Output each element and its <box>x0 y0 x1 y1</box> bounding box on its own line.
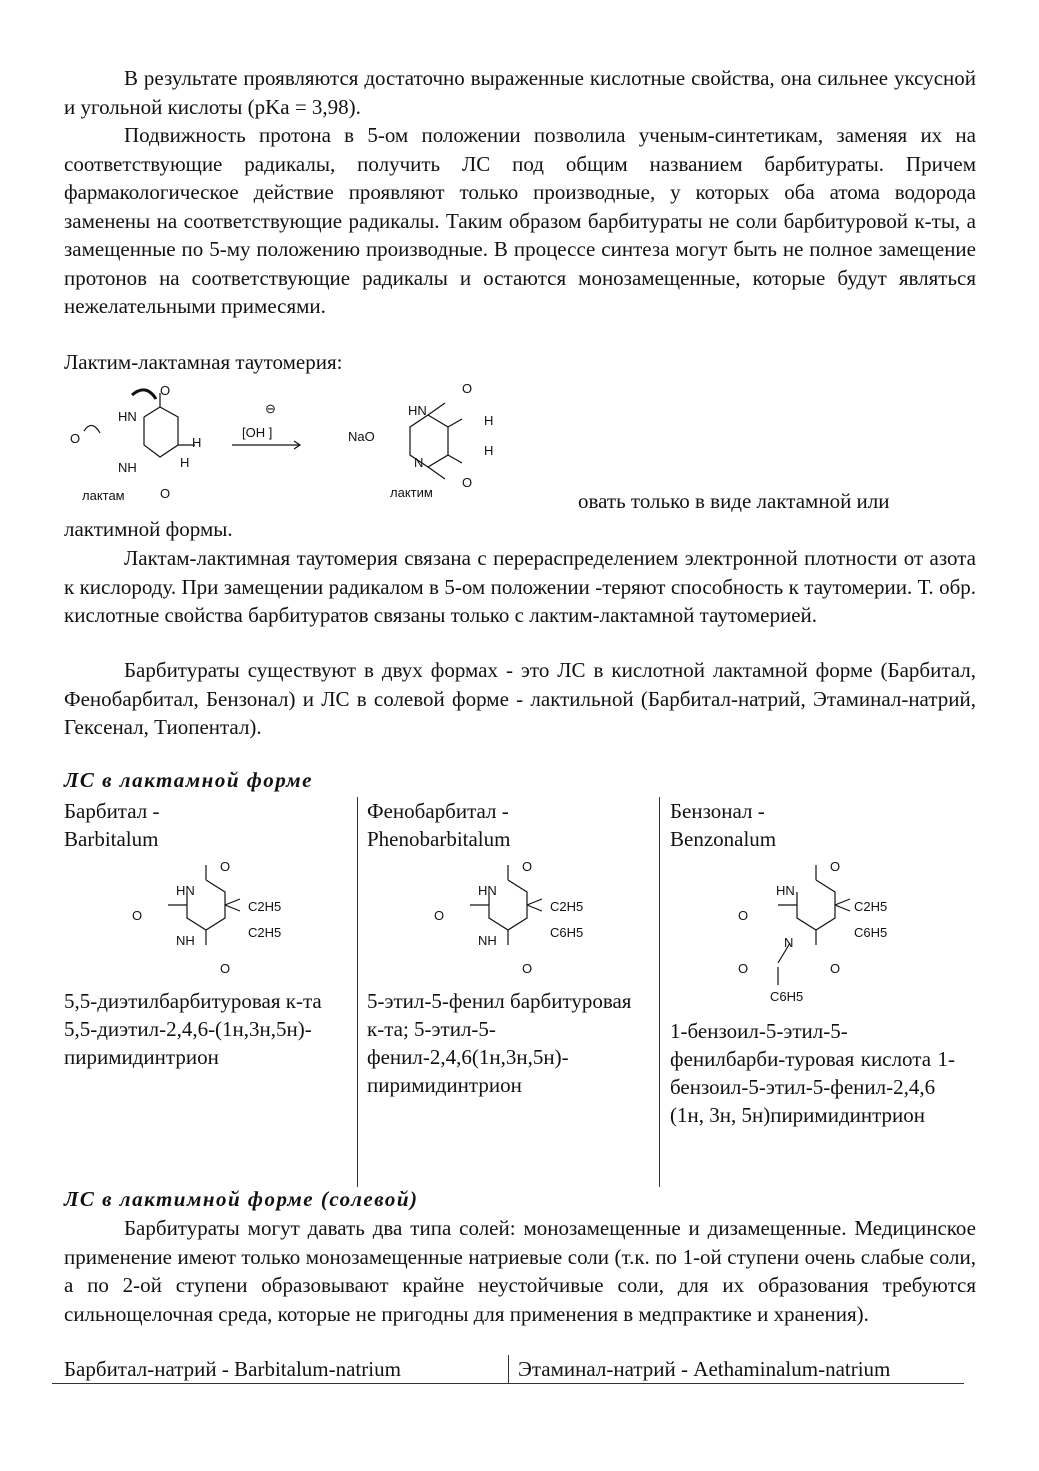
barbital-title <box>64 797 349 853</box>
phenobarbital-o2: O <box>434 908 445 923</box>
benzonal-latin: Benzonalum <box>670 827 777 851</box>
benzonal-title <box>670 797 960 853</box>
lactim-h1: H <box>484 413 494 428</box>
barbital-latin: Barbitalum <box>64 827 159 851</box>
barbital-name: Барбитал - <box>64 799 160 823</box>
phenobarbital-description: 5-этил-5-фенил барбитуровая к-та; 5-этил-5-фенил-2,4,6(1н,3н,5н)-пиримидинтрион <box>367 989 632 1097</box>
barbital-structure <box>120 855 320 975</box>
benzonal-o1: O <box>830 859 841 874</box>
benzonal-r2: C6H5 <box>854 925 888 940</box>
benzonal-o2: O <box>738 908 749 923</box>
phenobarbital-structure <box>422 855 622 975</box>
benzonal-o4: O <box>738 961 749 976</box>
heading-lactim-form: ЛС в лактимной форме (солевой) <box>64 1187 419 1211</box>
lactam-nh: NH <box>118 460 137 475</box>
phenobarbital-title <box>367 797 652 853</box>
phenobarbital-o1: O <box>522 859 533 874</box>
barbital-o3: O <box>220 961 231 975</box>
heading-lactam-form: ЛС в лактамной форме <box>64 768 313 792</box>
phenobarbital-o3: O <box>522 961 533 975</box>
benzonal-name: Бензонал - <box>670 799 765 823</box>
barbital-r2: C2H5 <box>248 925 282 940</box>
lactam-hn: HN <box>118 409 137 424</box>
hydroxide-charge: ⊖ <box>265 401 276 416</box>
barbital-hn: HN <box>176 883 195 898</box>
paragraph-tautomerism: Лактам-лактимная таутомерия связана с перераспределением электронной плотности от азота к кислороду. При замещении радикалом в 5-ом положении -теряют способность к таутомерии. Т. обр. кислотные свойства барбитуратов связаны только с лактим-лактамной таутомерией. <box>64 546 976 627</box>
phenobarbital-latin: Phenobarbitalum <box>367 827 511 851</box>
phenobarbital-r2: C6H5 <box>550 925 584 940</box>
benzonal-structure <box>730 855 930 1010</box>
phenobarbital-hn: HN <box>478 883 497 898</box>
salt-aethaminal-natrium: Этаминал-натрий - Aethaminalum-natrium <box>518 1357 891 1381</box>
benzonal-o3: O <box>830 961 841 976</box>
tautomerism-scheme <box>60 375 560 505</box>
lactim-n: N <box>414 455 424 470</box>
barbital-o2: O <box>132 908 143 923</box>
column-divider-2 <box>659 797 660 1187</box>
paragraph-acidity: В результате проявляются достаточно выраженные кислотные свойства, она сильнее уксусной и угольной кислоты (pKa = 3,98). <box>64 66 976 119</box>
phenobarbital-name: Фенобарбитал - <box>367 799 509 823</box>
salt-divider <box>508 1355 509 1383</box>
reagent-label: [OH ] <box>242 425 273 440</box>
benzonal-description: 1-бензоил-5-этил-5-фенилбарби-туровая кислота 1-бензоил-5-этил-5-фенил-2,4,6 (1н, 3н, 5н)пиримидинтрион <box>670 1019 955 1127</box>
lactam-o-top: O <box>160 383 171 398</box>
lactim-o-bottom: O <box>462 475 473 490</box>
lactam-h1: H <box>192 435 202 450</box>
lactam-o-left: O <box>70 431 81 446</box>
benzonal-n: N <box>784 935 794 950</box>
lactim-o-top: O <box>462 381 473 396</box>
tautomerism-continuation: лактимной формы. <box>64 517 233 541</box>
tautomerism-title: Лактим-лактамная таутомерия: <box>64 350 343 374</box>
lactim-label: лактим <box>390 485 433 500</box>
paragraph-salts: Барбитураты могут давать два типа солей: монозамещенные и дизамещенные. Медицинское применение имеют только монозамещенные натриевые соли (т.к. по 1-ой ступени очень слабые соли, а по 2-ой ступени образовывают крайне неустойчивые соли, для их образования требуются сильнощелочная среда, которые не пригодны для применения в медпрактике и хранения). <box>64 1216 976 1326</box>
column-divider-1 <box>357 797 358 1187</box>
lactam-h2: H <box>180 455 190 470</box>
lactam-label: лактам <box>82 488 125 503</box>
lactim-h2: H <box>484 443 494 458</box>
benzonal-hn: HN <box>776 883 795 898</box>
tautomerism-tail: овать только в виде лактамной или <box>578 489 890 513</box>
benzonal-r1: C2H5 <box>854 899 888 914</box>
paragraph-barbiturates: Подвижность протона в 5-ом положении позволила ученым-синтетикам, заменяя их на соответствующие радикалы, получить ЛС под общим названием барбитураты. Причем фармакологическое действие проявляют только производные, у которых оба атома водорода заменены на соответствующие радикалы. Таким образом барбитураты не соли барбитуровой к-ты, а замещенные по 5-му положению производные. В процессе синтеза могут быть не полное замещение протонов на соответствующие радикалы и остаются монозамещенные, которые будут являться нежелательными примесями. <box>64 123 976 318</box>
barbital-r1: C2H5 <box>248 899 282 914</box>
phenobarbital-nh: NH <box>478 933 497 948</box>
table-bottom-rule <box>52 1383 964 1384</box>
barbital-description: 5,5-диэтилбарбитуровая к-та 5,5-диэтил-2,4,6-(1н,3н,5н)-пиримидинтрион <box>64 989 322 1069</box>
lactim-nao: NaO <box>348 429 375 444</box>
barbital-o1: O <box>220 859 231 874</box>
lactam-o-bottom: O <box>160 486 171 501</box>
paragraph-forms: Барбитураты существуют в двух формах - это ЛС в кислотной лактамной форме (Барбитал, Фенобарбитал, Бензонал) и ЛС в солевой форме - лактильной (Барбитал-натрий, Этаминал-натрий, Гексенал, Тиопентал). <box>64 658 976 739</box>
phenobarbital-r1: C2H5 <box>550 899 584 914</box>
benzonal-r3: C6H5 <box>770 989 804 1004</box>
barbital-nh: NH <box>176 933 195 948</box>
lactim-hn: HN <box>408 403 427 418</box>
salt-barbital-natrium: Барбитал-натрий - Barbitalum-natrium <box>64 1357 401 1381</box>
